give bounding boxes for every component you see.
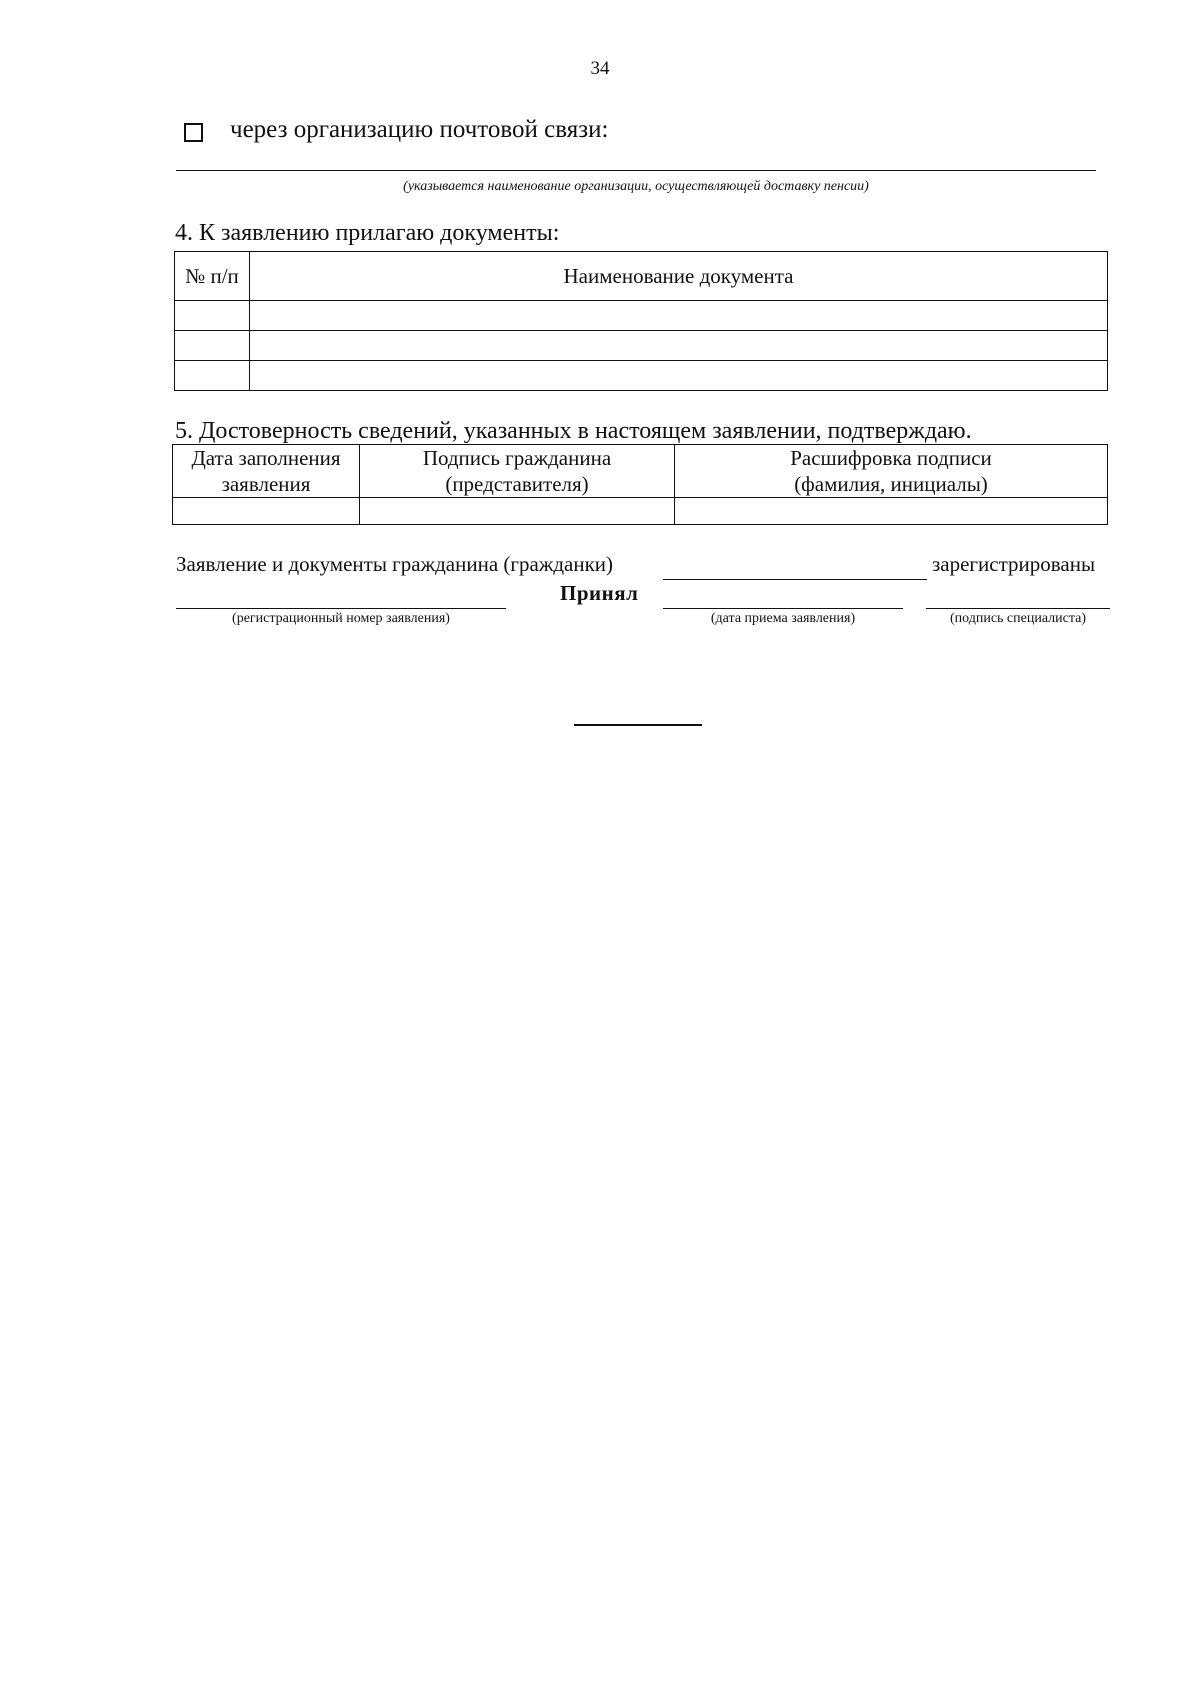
column-header-signature-decoding [675, 445, 1108, 498]
organization-name-hint: (указывается наименование организации, осуществляющей доставку пенсии) [403, 179, 869, 194]
page-number: 34 [590, 58, 610, 79]
header-line: (фамилия, инициалы) [794, 472, 988, 496]
signature-cell[interactable] [360, 498, 675, 525]
header-line: заявления [221, 472, 311, 496]
table-header-row [173, 445, 1108, 498]
registration-number-line[interactable] [176, 608, 506, 609]
end-divider [574, 724, 702, 726]
registered-word: зарегистрированы [932, 552, 1096, 576]
acceptance-date-hint: (дата приема заявления) [710, 611, 856, 626]
table-row [175, 361, 1108, 391]
header-line: (представителя) [445, 472, 589, 496]
organization-name-line[interactable] [176, 170, 1096, 171]
signature-decoding-cell[interactable] [675, 498, 1108, 525]
registration-blank-line[interactable] [663, 579, 927, 580]
table-row [173, 498, 1108, 525]
table-row [175, 331, 1108, 361]
registration-text: Заявление и документы гражданина (гражданки) [176, 552, 614, 576]
table-cell[interactable] [175, 331, 250, 361]
specialist-signature-hint: (подпись специалиста) [949, 611, 1087, 626]
specialist-signature-line[interactable] [926, 608, 1110, 609]
table-cell[interactable] [250, 331, 1108, 361]
column-header-signature [360, 445, 675, 498]
table-header-row [175, 252, 1108, 301]
section-5-title: 5. Достоверность сведений, указанных в настоящем заявлении, подтверждаю. [175, 418, 972, 444]
table-cell[interactable] [175, 301, 250, 331]
column-header-number: № п/п [175, 252, 250, 301]
acceptance-date-line[interactable] [663, 608, 903, 609]
table-cell[interactable] [175, 361, 250, 391]
column-header-date [173, 445, 360, 498]
postal-delivery-checkbox[interactable] [184, 123, 203, 142]
postal-delivery-label: через организацию почтовой связи: [230, 116, 609, 143]
column-header-document-name: Наименование документа [250, 252, 1108, 301]
table-cell[interactable] [250, 361, 1108, 391]
table-cell[interactable] [250, 301, 1108, 331]
header-line: Дата заполнения [191, 446, 341, 470]
header-line: Расшифровка подписи [790, 446, 992, 470]
date-cell[interactable] [173, 498, 360, 525]
accepted-label: Принял [560, 581, 639, 605]
attached-documents-table [174, 251, 1108, 391]
table-row [175, 301, 1108, 331]
section-4-title: 4. К заявлению прилагаю документы: [175, 220, 560, 246]
registration-number-hint: (регистрационный номер заявления) [232, 611, 450, 626]
confirmation-table [172, 444, 1108, 525]
header-line: Подпись гражданина [422, 446, 612, 470]
